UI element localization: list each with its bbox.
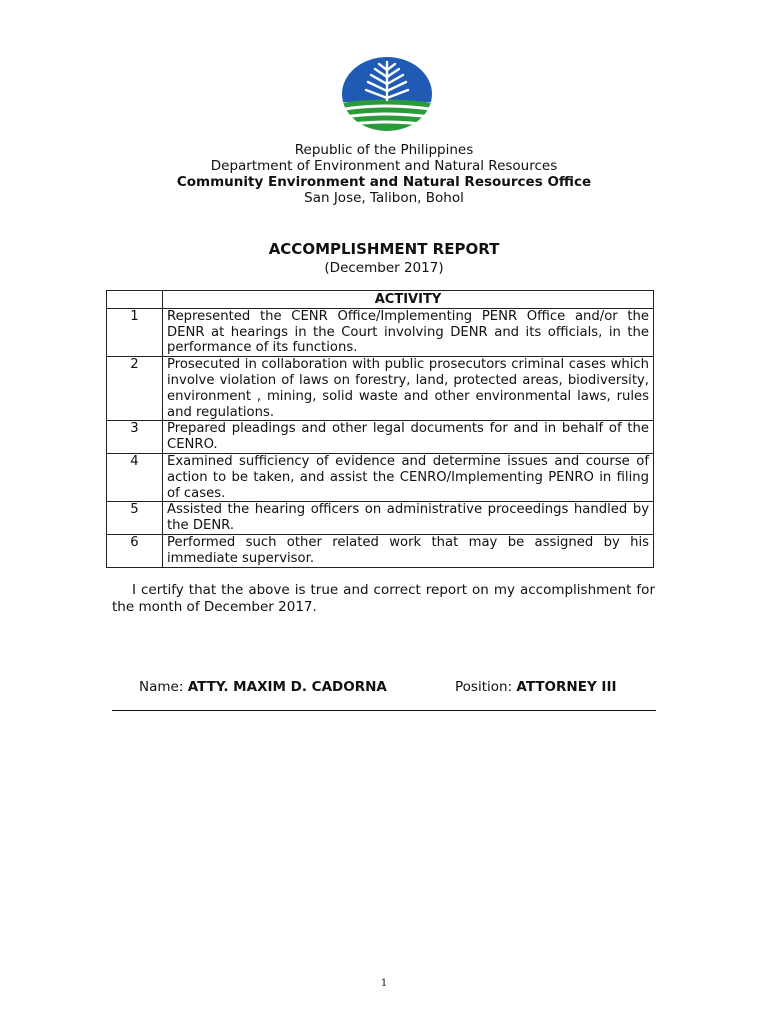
report-title: ACCOMPLISHMENT REPORT xyxy=(268,240,500,258)
header-number xyxy=(107,291,163,309)
row-activity: Prepared pleadings and other legal documents for and in behalf of the CENRO. xyxy=(163,421,654,454)
signature-position xyxy=(455,679,617,695)
name-label: Name: xyxy=(139,679,184,695)
row-activity: Examined sufficiency of evidence and determine issues and course of action to be taken, and assist the CENRO/Implementing PENRO in filing of cases. xyxy=(163,453,654,501)
row-number: 1 xyxy=(107,308,163,356)
certification-statement: I certify that the above is true and correct report on my accomplishment for the month of December 2017. xyxy=(112,582,655,615)
row-number: 5 xyxy=(107,502,163,535)
header-office: Community Environment and Natural Resources Office xyxy=(176,174,592,190)
row-activity: Assisted the hearing officers on administrative proceedings handled by the DENR. xyxy=(163,502,654,535)
row-activity: Prosecuted in collaboration with public prosecutors criminal cases which involve violation of laws on forestry, land, protected areas, biodiversity, environment , mining, solid waste and other environmental laws, rules and regulations. xyxy=(163,357,654,421)
page-number: 1 xyxy=(380,978,388,989)
row-number: 3 xyxy=(107,421,163,454)
table-row xyxy=(107,357,654,421)
report-period: (December 2017) xyxy=(324,260,444,276)
position-value: ATTORNEY III xyxy=(516,679,617,695)
row-number: 4 xyxy=(107,453,163,501)
row-number: 2 xyxy=(107,357,163,421)
header-republic: Republic of the Philippines xyxy=(294,142,474,158)
header-address: San Jose, Talibon, Bohol xyxy=(304,190,464,206)
header-activity: ACTIVITY xyxy=(163,291,654,309)
table-row xyxy=(107,453,654,501)
row-activity: Represented the CENR Office/Implementing PENR Office and/or the DENR at hearings in the Court involving DENR and its officials, in the performance of its functions. xyxy=(163,308,654,356)
activity-table xyxy=(106,290,654,568)
row-number: 6 xyxy=(107,534,163,567)
table-row xyxy=(107,534,654,567)
signature-name xyxy=(139,679,387,695)
name-value: ATTY. MAXIM D. CADORNA xyxy=(187,679,387,695)
signature-line xyxy=(112,710,656,711)
table-row xyxy=(107,308,654,356)
denr-seal-logo xyxy=(341,56,433,132)
header-department: Department of Environment and Natural Resources xyxy=(210,158,558,174)
position-label: Position: xyxy=(455,679,513,695)
table-row xyxy=(107,421,654,454)
table-row xyxy=(107,502,654,535)
table-header-row xyxy=(107,291,654,309)
row-activity: Performed such other related work that may be assigned by his immediate supervisor. xyxy=(163,534,654,567)
